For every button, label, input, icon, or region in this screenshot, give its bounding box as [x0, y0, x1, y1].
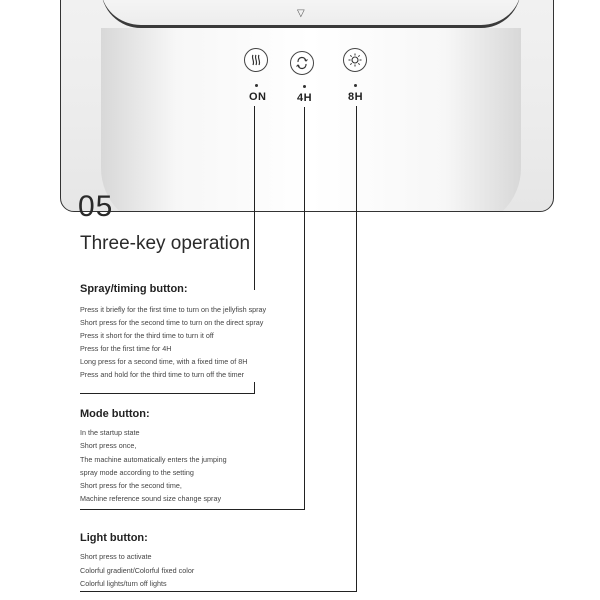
mode-indicator-dot	[303, 85, 306, 88]
mode-instruction-line: spray mode according to the setting	[80, 468, 194, 477]
spray-indicator-dot	[255, 84, 258, 87]
mode-instruction-line: Machine reference sound size change spray	[80, 494, 222, 503]
section-number: 05	[78, 190, 114, 223]
spray-block-title: Spray/timing button:	[80, 283, 188, 295]
light-instruction-line: Colorful lights/turn off lights	[80, 579, 167, 588]
light-button-label: 8H	[348, 91, 364, 103]
light-instruction-line: Colorful gradient/Colorful fixed color	[80, 566, 195, 575]
mode-instruction-line: Short press once,	[80, 441, 137, 450]
section-title: Three-key operation	[80, 233, 251, 254]
arrow-down-icon: ▽	[297, 8, 305, 19]
mode-button[interactable]	[290, 51, 314, 75]
mode-connector-line	[304, 107, 305, 509]
mode-connector-underline	[80, 509, 305, 510]
spray-instruction-line: Press for the first time for 4H	[80, 344, 172, 353]
spray-button-label: ON	[249, 91, 267, 103]
spray-waves-icon	[249, 53, 263, 67]
light-connector-underline	[80, 591, 357, 592]
light-indicator-dot	[354, 84, 357, 87]
mode-instruction-line: Short press for the second time,	[80, 481, 182, 490]
spray-instruction-line: Press it briefly for the first time to turn on the jellyfish spray	[80, 305, 267, 314]
spray-instruction-line: Long press for a second time, with a fixed time of 8H	[80, 357, 248, 366]
spray-connector-underline	[80, 393, 255, 394]
device-top-cap	[101, 0, 521, 28]
spray-connector-line	[254, 106, 255, 290]
spray-instruction-line: Press it short for the third time to turn it off	[80, 331, 214, 340]
mode-instruction-line: The machine automatically enters the jumping	[80, 455, 227, 464]
mode-instruction-line: In the startup state	[80, 428, 140, 437]
mode-button-label: 4H	[297, 92, 313, 104]
light-instruction-line: Short press to activate	[80, 552, 152, 561]
spray-button[interactable]	[244, 48, 268, 72]
mode-block-title: Mode button:	[80, 408, 150, 420]
spray-instruction-line: Short press for the second time to turn on the direct spray	[80, 318, 264, 327]
cycle-timer-icon	[295, 56, 309, 70]
light-block-title: Light button:	[80, 532, 148, 544]
light-sun-icon	[348, 53, 362, 67]
light-button[interactable]	[343, 48, 367, 72]
spray-instruction-line: Press and hold for the third time to turn off the timer	[80, 370, 245, 379]
product-photo	[60, 0, 554, 212]
light-connector-line	[356, 106, 357, 591]
